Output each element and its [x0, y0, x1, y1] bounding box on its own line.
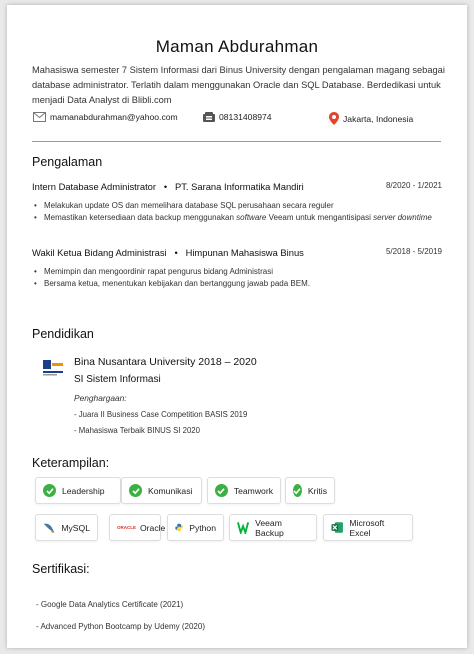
- check-icon: [43, 484, 56, 497]
- tool-label: MySQL: [61, 522, 90, 533]
- veeam-icon: [237, 521, 249, 534]
- skill-chip-kritis: [285, 477, 335, 504]
- mail-icon: [33, 112, 46, 122]
- python-icon: [175, 521, 183, 534]
- location-pin-icon: [329, 112, 339, 125]
- job-role: Wakil Ketua Bidang Administrasi: [32, 247, 167, 258]
- certification-item: - Google Data Analytics Certificate (2021): [36, 600, 184, 609]
- email-text: mamanabdurahman@yahoo.com: [50, 112, 178, 122]
- job-bullet: • Melakukan update OS dan memelihara database SQL perusahaan secara reguler: [32, 200, 442, 211]
- job-bullet: • Bersama ketua, menentukan kebijakan dan bertanggung jawab pada BEM.: [32, 278, 442, 289]
- experience-heading: Pengalaman: [32, 155, 103, 169]
- certification-item: - Advanced Python Bootcamp by Udemy (2020): [36, 622, 205, 631]
- job-company: Himpunan Mahasiswa Binus: [185, 247, 304, 258]
- job-title-line: [32, 181, 304, 192]
- binus-logo-icon: [40, 357, 66, 379]
- tool-chip-excel: [323, 514, 413, 541]
- job-bullet: • Memastikan ketersediaan data backup menggunakan software Veeam untuk mengantisipasi server downtime: [32, 212, 442, 223]
- skill-chip-teamwork: [207, 477, 281, 504]
- job-date: 5/2018 - 5/2019: [385, 247, 442, 256]
- job-company: PT. Sarana Informatika Mandiri: [174, 181, 304, 192]
- tool-label: Python: [189, 522, 216, 533]
- tool-chip-python: [167, 514, 224, 541]
- skill-chip-komunikasi: [121, 477, 202, 504]
- check-icon: [293, 484, 302, 497]
- phone-contact[interactable]: [203, 112, 272, 122]
- job-title-line: [32, 247, 304, 258]
- job-role: Intern Database Administrator: [32, 181, 157, 192]
- job-separator: •: [174, 247, 178, 258]
- awards-heading: Penghargaan:: [74, 393, 127, 403]
- job-date: 8/2020 - 1/2021: [385, 181, 442, 190]
- job-separator: •: [163, 181, 168, 192]
- job-entry: [32, 181, 442, 224]
- job-bullet: • Memimpin dan mengoordinir rapat pengurus bidang Administrasi: [32, 266, 442, 277]
- tool-chip-mysql: [35, 514, 98, 541]
- location-contact: [329, 112, 413, 125]
- phone-icon: [203, 112, 215, 122]
- check-icon: [215, 484, 228, 497]
- header-divider: [32, 141, 441, 142]
- profile-summary: Mahasiswa semester 7 Sistem Informasi dari Binus University dengan pengalaman magang sebagai database administrator. Terlatih dalam menggunakan Oracle dan SQL Database. Berdedikasi untuk menjadi Data Analyst di Blibli.com: [32, 65, 445, 105]
- school-name: Bina Nusantara University 2018 – 2020: [74, 356, 257, 368]
- oracle-logo-icon: ORACLE: [117, 525, 136, 530]
- award-item: - Juara II Business Case Competition BASIS 2019: [74, 410, 248, 419]
- email-contact[interactable]: [33, 112, 178, 122]
- certifications-heading: Sertifikasi:: [32, 562, 90, 576]
- skill-label: Kritis: [307, 485, 327, 496]
- skill-label: Teamwork: [233, 485, 273, 496]
- major-name: SI Sistem Informasi: [74, 374, 161, 385]
- tool-label: Microsoft Excel: [349, 517, 385, 538]
- job-bullets: [32, 200, 442, 223]
- mysql-dolphin-icon: [43, 521, 55, 535]
- award-item: - Mahasiswa Terbaik BINUS SI 2020: [74, 426, 200, 435]
- tool-label: Veeam Backup: [255, 517, 284, 538]
- candidate-name: Maman Abdurahman: [155, 37, 319, 56]
- check-icon: [129, 484, 142, 497]
- resume-page: [7, 5, 467, 648]
- skills-heading: Keterampilan:: [32, 456, 110, 470]
- education-heading: Pendidikan: [32, 327, 94, 341]
- skill-label: Leadership: [62, 485, 105, 496]
- location-text: Jakarta, Indonesia: [343, 113, 414, 124]
- job-bullets: [32, 266, 442, 289]
- education-entry: [74, 356, 434, 435]
- skill-chip-leadership: [35, 477, 121, 504]
- tool-label: Oracle: [140, 522, 166, 533]
- job-entry: [32, 247, 442, 290]
- excel-icon: [331, 521, 343, 534]
- skill-label: Komunikasi: [148, 485, 193, 496]
- tool-chip-veeam: [229, 514, 317, 541]
- phone-text: 08131408974: [219, 112, 272, 122]
- tool-chip-oracle: [109, 514, 166, 541]
